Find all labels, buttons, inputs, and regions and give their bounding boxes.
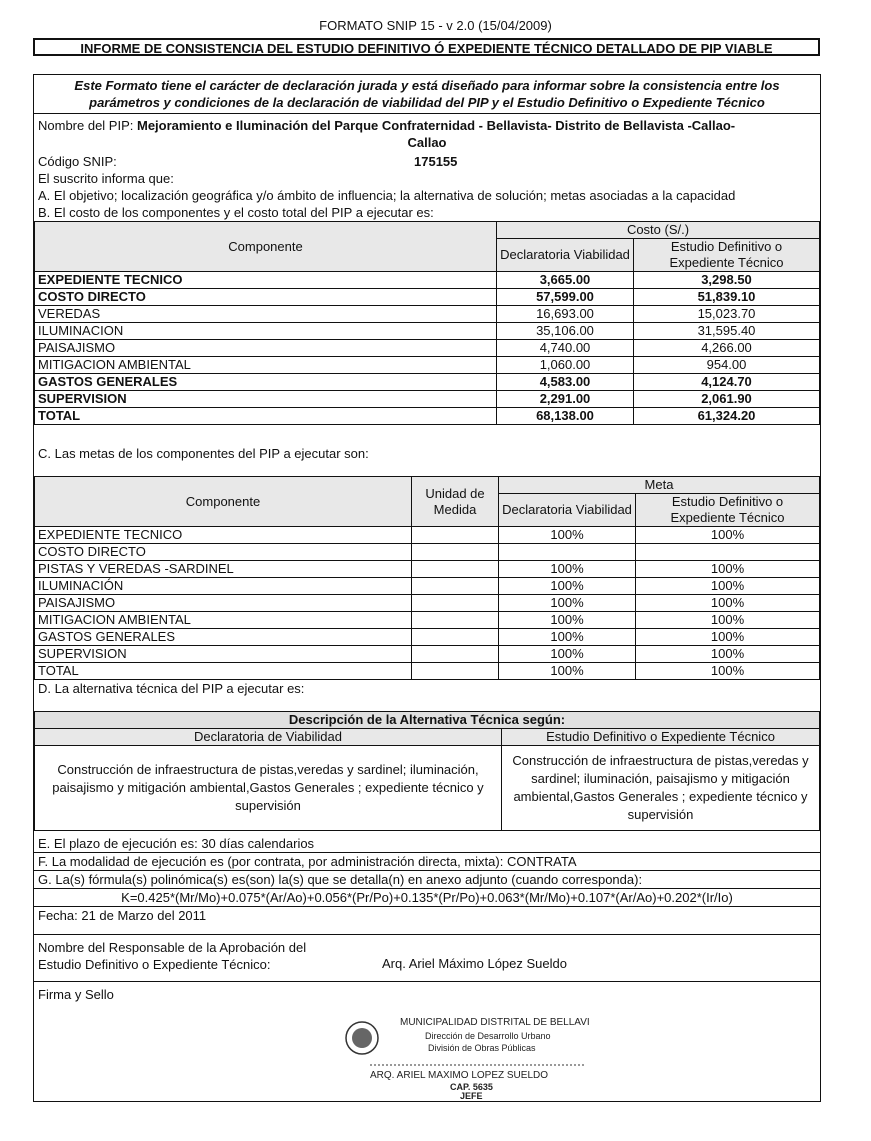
- firma-label: Firma y Sello: [34, 981, 820, 1003]
- cost-row-component: MITIGACION AMBIENTAL: [35, 357, 497, 374]
- meta-header-meta: Meta: [499, 477, 820, 494]
- cost-row-component: ILUMINACION: [35, 323, 497, 340]
- cost-row-component: EXPEDIENTE TECNICO: [35, 272, 497, 289]
- cost-header-decl: Declaratoria Viabilidad: [497, 239, 634, 272]
- meta-header-study: Estudio Definitivo o Expediente Técnico: [636, 494, 820, 527]
- meta-row-unit: [412, 612, 499, 629]
- cost-row-study: 4,266.00: [634, 340, 820, 357]
- cost-row-decl: 4,740.00: [497, 340, 634, 357]
- fecha: Fecha: 21 de Marzo del 2011: [34, 906, 820, 924]
- meta-row-component: SUPERVISION: [35, 646, 412, 663]
- meta-row-study: 100%: [636, 646, 820, 663]
- meta-row-study: 100%: [636, 561, 820, 578]
- meta-row-component: GASTOS GENERALES: [35, 629, 412, 646]
- meta-table-row: [35, 561, 820, 578]
- meta-row-unit: [412, 663, 499, 680]
- cost-row-component: VEREDAS: [35, 306, 497, 323]
- meta-row-decl: 100%: [499, 629, 636, 646]
- meta-table-row: [35, 595, 820, 612]
- cost-table-row: [35, 374, 820, 391]
- cost-table-row: [35, 306, 820, 323]
- cost-table-row: [35, 323, 820, 340]
- alternative-header-decl: Declaratoria de Viabilidad: [35, 729, 502, 746]
- meta-row-decl: 100%: [499, 595, 636, 612]
- snip-code-label: Código SNIP:: [38, 154, 117, 169]
- meta-row-decl: [499, 544, 636, 561]
- cost-table: [34, 221, 820, 425]
- alternative-study-text: Construcción de infraestructura de pistas,veredas y sardinel; iluminación, paisajismo y mitigación ambiental,Gastos Generales ; expediente técnico y supervisión: [502, 746, 820, 831]
- meta-row-study: 100%: [636, 663, 820, 680]
- meta-header-unit: Unidad de Medida: [412, 477, 499, 527]
- cost-row-decl: 4,583.00: [497, 374, 634, 391]
- stamp-seal-icon: [340, 1010, 590, 1100]
- meta-row-decl: 100%: [499, 663, 636, 680]
- cost-row-decl: 3,665.00: [497, 272, 634, 289]
- meta-table-row: [35, 663, 820, 680]
- document-title: INFORME DE CONSISTENCIA DEL ESTUDIO DEFINITIVO Ó EXPEDIENTE TÉCNICO DETALLADO DE PIP VIABLE: [33, 38, 820, 56]
- stamp-line-1: MUNICIPALIDAD DISTRITAL DE BELLAVISTA: [400, 1017, 590, 1028]
- alternative-table: [34, 711, 820, 831]
- statement-c: C. Las metas de los componentes del PIP a ejecutar son:: [38, 446, 369, 461]
- meta-row-unit: [412, 646, 499, 663]
- meta-row-component: MITIGACION AMBIENTAL: [35, 612, 412, 629]
- meta-row-study: 100%: [636, 629, 820, 646]
- meta-row-decl: 100%: [499, 612, 636, 629]
- cost-row-component: GASTOS GENERALES: [35, 374, 497, 391]
- stamp-name: ARQ. ARIEL MAXIMO LOPEZ SUELDO: [370, 1070, 549, 1081]
- responsable-block: [34, 934, 820, 981]
- cost-header-cost: Costo (S/.): [497, 222, 820, 239]
- meta-table-row: [35, 544, 820, 561]
- meta-row-study: 100%: [636, 527, 820, 544]
- cost-table-row: [35, 272, 820, 289]
- meta-row-study: 100%: [636, 595, 820, 612]
- meta-row-unit: [412, 595, 499, 612]
- intro-statement: Este Formato tiene el carácter de declaración jurada y está diseñado para informar sobre la consistencia entre los parámetros y condiciones de la declaración de viabilidad del PIP y el Estudio Definitivo o Expediente Técnico: [34, 75, 820, 114]
- cost-header-study: Estudio Definitivo o Expediente Técnico: [634, 239, 820, 272]
- meta-row-study: 100%: [636, 612, 820, 629]
- meta-table-row: [35, 629, 820, 646]
- meta-row-study: [636, 544, 820, 561]
- meta-row-component: PAISAJISMO: [35, 595, 412, 612]
- responsable-label-2: Estudio Definitivo o Expediente Técnico:: [38, 957, 271, 972]
- meta-row-component: TOTAL: [35, 663, 412, 680]
- detail-e: E. El plazo de ejecución es: 30 días calendarios: [38, 836, 315, 851]
- meta-table-row: [35, 612, 820, 629]
- cost-row-decl: 35,106.00: [497, 323, 634, 340]
- meta-row-decl: 100%: [499, 578, 636, 595]
- cost-row-decl: 68,138.00: [497, 408, 634, 425]
- meta-row-decl: 100%: [499, 527, 636, 544]
- cost-row-study: 31,595.40: [634, 323, 820, 340]
- meta-header-component: Componente: [35, 477, 412, 527]
- meta-row-decl: 100%: [499, 646, 636, 663]
- meta-row-component: PISTAS Y VEREDAS -SARDINEL: [35, 561, 412, 578]
- cost-row-study: 4,124.70: [634, 374, 820, 391]
- statement-b: B. El costo de los componentes y el costo total del PIP a ejecutar es:: [38, 205, 434, 220]
- pip-name-value-2: Callao: [407, 135, 447, 150]
- alternative-decl-text: Construcción de infraestructura de pistas,veredas y sardinel; iluminación, paisajismo y mitigación ambiental,Gastos Generales ; expediente técnico y supervisión: [35, 746, 502, 831]
- stamp-line-3: División de Obras Públicas: [428, 1043, 536, 1053]
- cost-row-decl: 57,599.00: [497, 289, 634, 306]
- official-stamp: [340, 1010, 590, 1100]
- meta-header-decl: Declaratoria Viabilidad: [499, 494, 636, 527]
- meta-row-unit: [412, 527, 499, 544]
- cost-row-decl: 2,291.00: [497, 391, 634, 408]
- pip-name-label: Nombre del PIP:: [38, 118, 134, 133]
- cost-row-study: 2,061.90: [634, 391, 820, 408]
- cost-table-row: [35, 357, 820, 374]
- alternative-header-study: Estudio Definitivo o Expediente Técnico: [502, 729, 820, 746]
- format-version: FORMATO SNIP 15 - v 2.0 (15/04/2009): [319, 18, 552, 33]
- meta-table: [34, 476, 820, 680]
- cost-table-body: [35, 272, 820, 425]
- statement-a: A. El objetivo; localización geográfica y/o ámbito de influencia; la alternativa de solución; metas asociadas a la capacidad: [38, 188, 736, 203]
- pip-name-value: Mejoramiento e Iluminación del Parque Confraternidad - Bellavista- Distrito de Bellavista -Callao-: [137, 118, 736, 133]
- detail-g: G. La(s) fórmula(s) polinómica(s) es(son) la(s) que se detalla(n) en anexo adjunto (cuando corresponda):: [34, 870, 820, 888]
- responsable-name: Arq. Ariel Máximo López Sueldo: [382, 956, 567, 971]
- meta-table-row: [35, 646, 820, 663]
- alternative-title: Descripción de la Alternativa Técnica según:: [35, 712, 820, 729]
- meta-row-component: ILUMINACIÓN: [35, 578, 412, 595]
- cost-row-study: 51,839.10: [634, 289, 820, 306]
- snip-code-row: [34, 153, 820, 170]
- cost-row-component: TOTAL: [35, 408, 497, 425]
- meta-row-decl: 100%: [499, 561, 636, 578]
- stamp-line-2: Dirección de Desarrollo Urbano: [425, 1031, 551, 1041]
- cost-table-row: [35, 289, 820, 306]
- detail-f: F. La modalidad de ejecución es (por contrata, por administración directa, mixta): CONTRATA: [34, 852, 820, 870]
- meta-row-unit: [412, 578, 499, 595]
- cost-row-study: 61,324.20: [634, 408, 820, 425]
- cost-table-row: [35, 340, 820, 357]
- pip-name-block: [34, 114, 820, 134]
- responsable-label-1: Nombre del Responsable de la Aprobación del: [38, 940, 307, 955]
- cost-table-row: [35, 391, 820, 408]
- meta-table-row: [35, 527, 820, 544]
- meta-row-unit: [412, 561, 499, 578]
- cost-table-row: [35, 408, 820, 425]
- statement-d: D. La alternativa técnica del PIP a ejecutar es:: [38, 681, 305, 696]
- meta-row-unit: [412, 544, 499, 561]
- cost-row-component: PAISAJISMO: [35, 340, 497, 357]
- meta-table-body: [35, 527, 820, 680]
- meta-row-component: EXPEDIENTE TECNICO: [35, 527, 412, 544]
- form-container: [33, 74, 821, 1102]
- snip-code-value: 175155: [414, 154, 458, 169]
- meta-row-component: COSTO DIRECTO: [35, 544, 412, 561]
- cost-header-component: Componente: [35, 222, 497, 272]
- cost-row-study: 15,023.70: [634, 306, 820, 323]
- formula: K=0.425*(Mr/Mo)+0.075*(Ar/Ao)+0.056*(Pr/Po)+0.135*(Pr/Po)+0.063*(Mr/Mo)+0.107*(Ar/Ao)+0.202*(Ir/Io): [34, 888, 820, 906]
- cost-row-component: SUPERVISION: [35, 391, 497, 408]
- cost-row-study: 954.00: [634, 357, 820, 374]
- cost-row-component: COSTO DIRECTO: [35, 289, 497, 306]
- cost-row-study: 3,298.50: [634, 272, 820, 289]
- stamp-cap: CAP. 5635: [450, 1082, 493, 1092]
- stamp-role: JEFE: [460, 1091, 483, 1100]
- cost-row-decl: 1,060.00: [497, 357, 634, 374]
- meta-row-study: 100%: [636, 578, 820, 595]
- statement-intro: El suscrito informa que:: [38, 171, 174, 186]
- cost-row-decl: 16,693.00: [497, 306, 634, 323]
- meta-table-row: [35, 578, 820, 595]
- meta-row-unit: [412, 629, 499, 646]
